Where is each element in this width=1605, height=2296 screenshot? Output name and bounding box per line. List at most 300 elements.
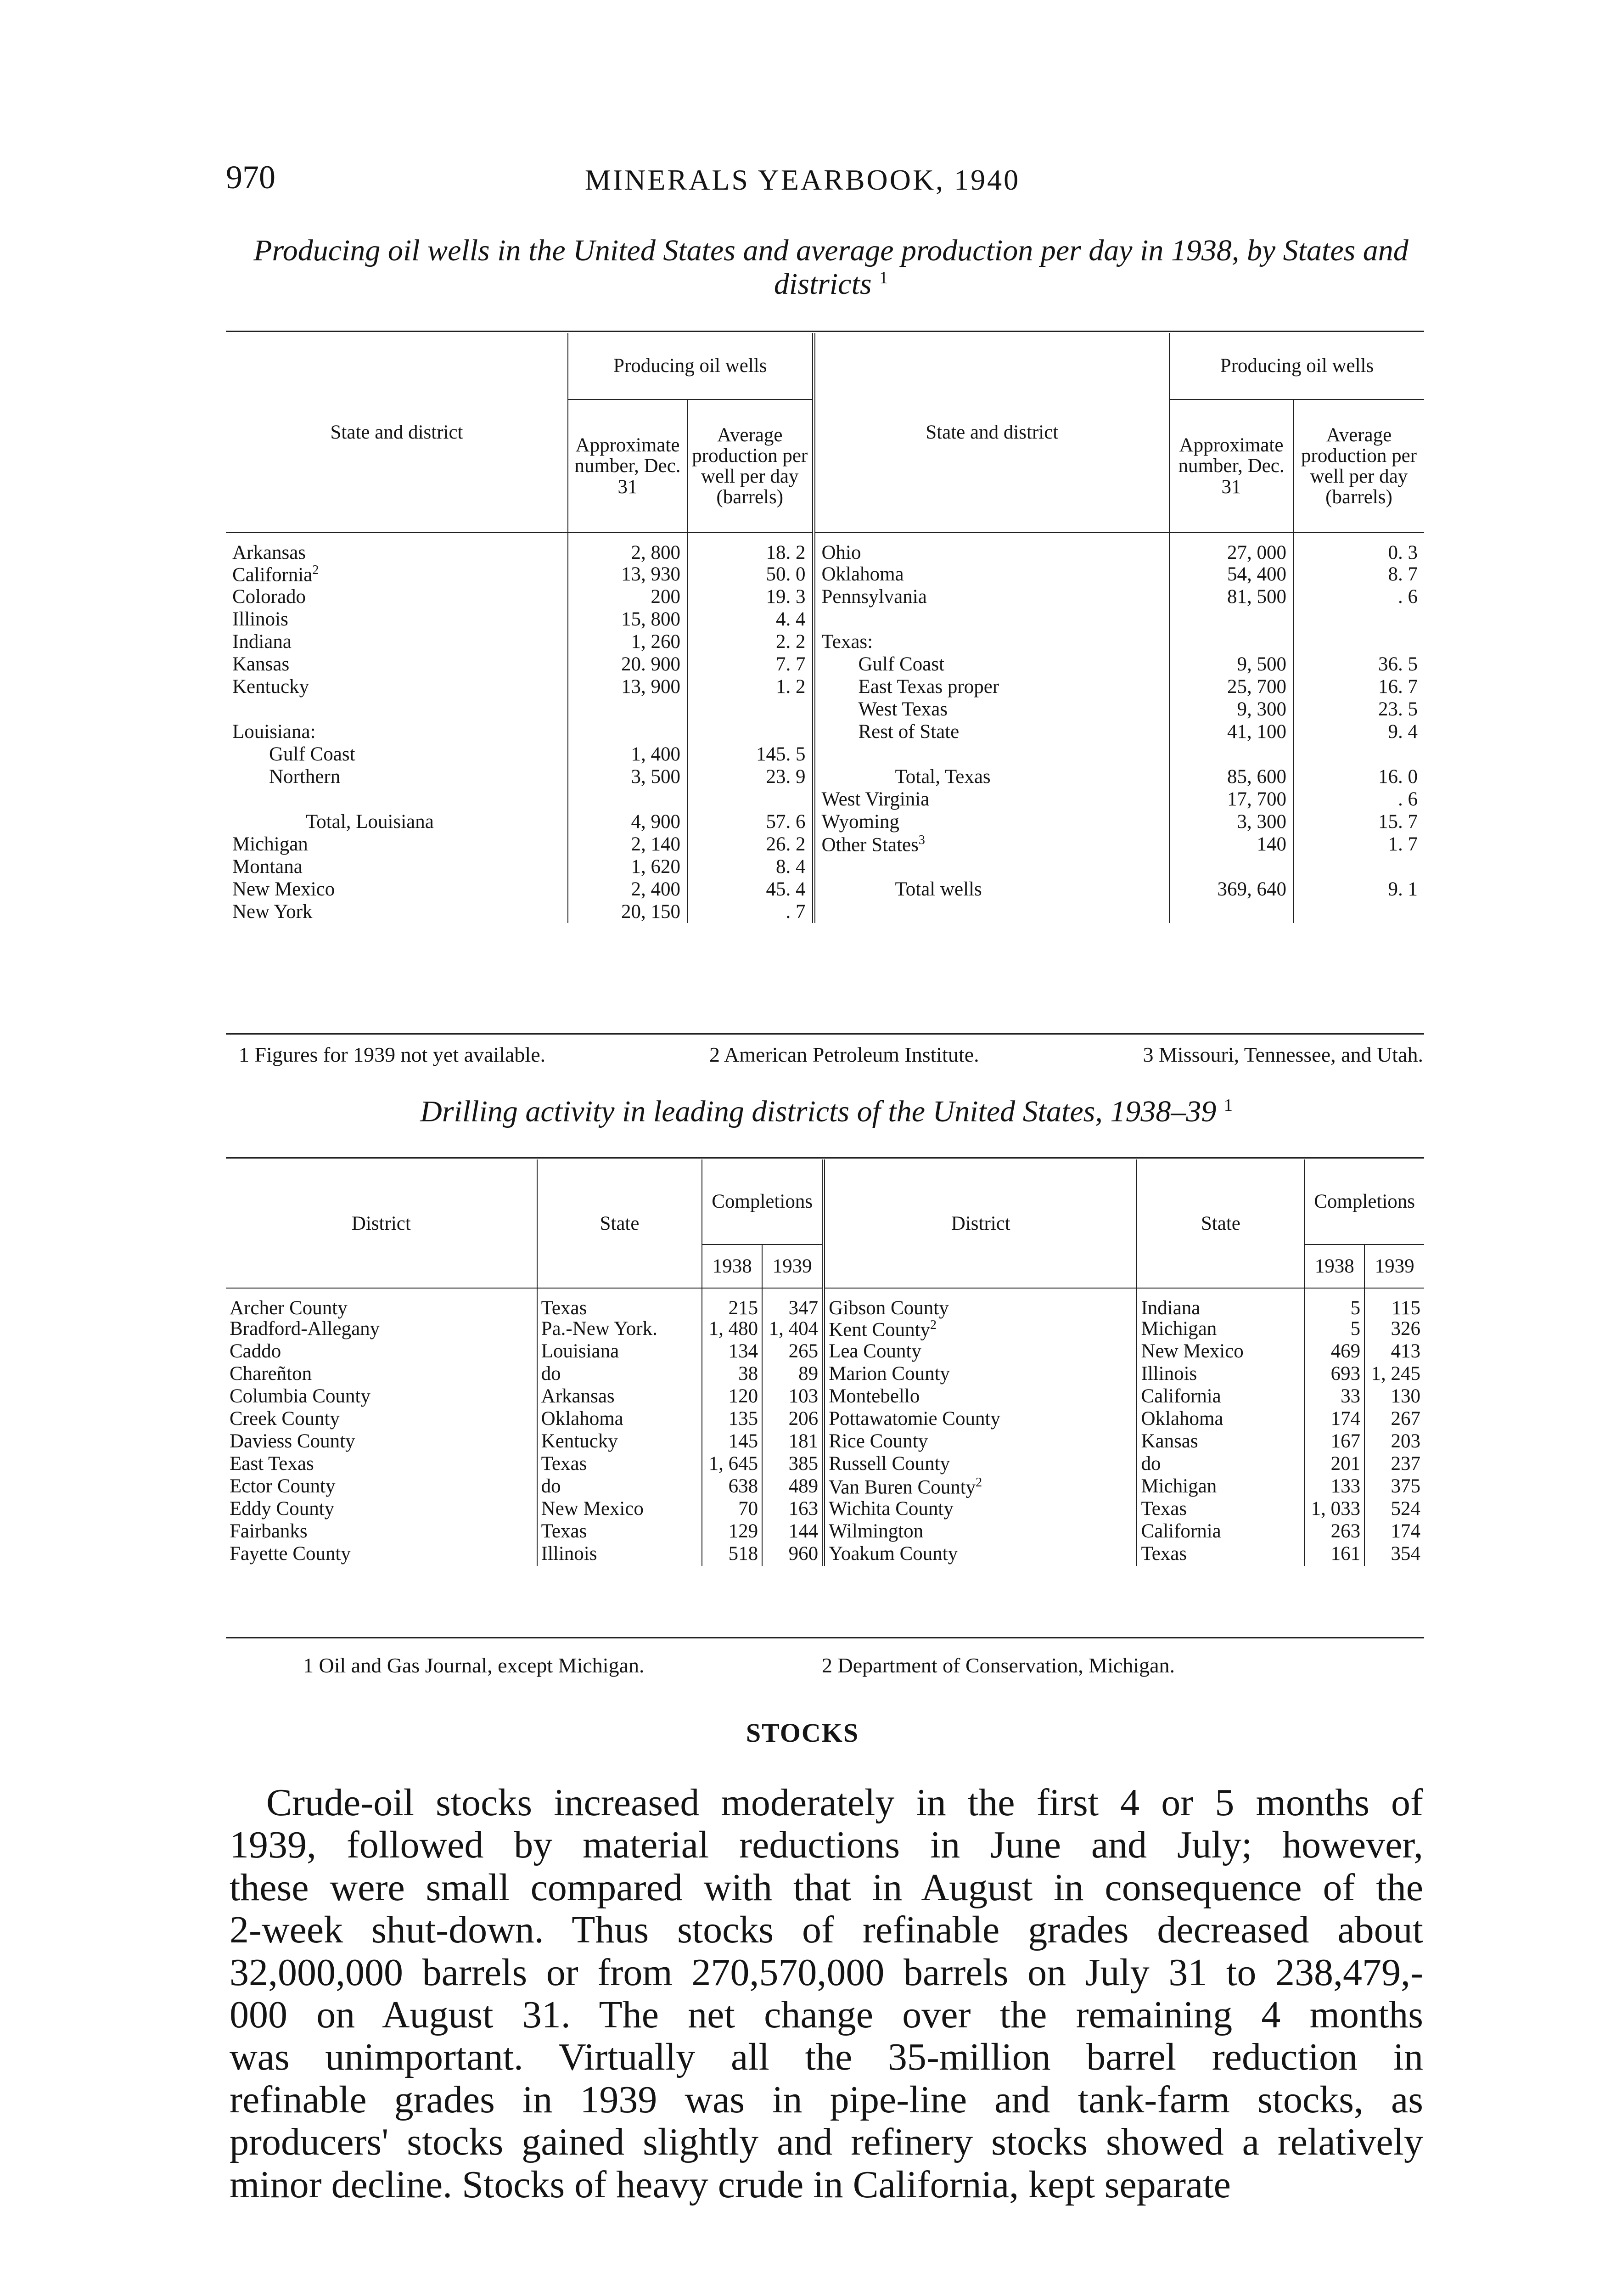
row-label: Kansas xyxy=(232,653,290,675)
district-cell xyxy=(226,1521,537,1543)
district-name: East Texas xyxy=(230,1453,314,1475)
state-district-cell xyxy=(814,878,1169,900)
state-district-cell xyxy=(226,563,568,585)
table-row xyxy=(226,585,1424,608)
state-district-cell xyxy=(226,698,568,720)
district-name: Marion County xyxy=(829,1363,950,1385)
state-district-cell xyxy=(814,698,1169,720)
avg-production-cell: 1. 2 xyxy=(687,675,814,698)
state-cell: Arkansas xyxy=(537,1386,702,1408)
district-cell xyxy=(824,1431,1137,1453)
well-count-cell: 1, 620 xyxy=(568,855,687,878)
t2-col-state-left: State xyxy=(537,1159,702,1288)
state-district-cell xyxy=(814,788,1169,810)
state-district-cell xyxy=(814,563,1169,585)
stocks-line: minor decline. Stocks of heavy crude in California, kept separate xyxy=(230,2163,1231,2206)
row-label: West Virginia xyxy=(821,788,930,810)
t1-col-state-right: State and district xyxy=(814,333,1169,533)
t2-col-completions-left: Completions xyxy=(702,1159,823,1244)
avg-production-cell xyxy=(1293,630,1424,653)
well-count-cell: 27, 000 xyxy=(1169,533,1293,563)
avg-production-cell: 8. 7 xyxy=(1388,563,1418,585)
district-name: Pottawatomie County xyxy=(829,1408,1000,1430)
well-count-cell: 3, 500 xyxy=(568,765,687,788)
completions-1939-cell: 354 xyxy=(1391,1543,1420,1565)
table-row xyxy=(226,1288,1424,1318)
row-footnote-mark: 2 xyxy=(976,1475,982,1490)
state-cell: Louisiana xyxy=(537,1341,702,1363)
district-cell xyxy=(226,1288,537,1318)
state-district-cell xyxy=(814,675,1169,698)
avg-production-cell: 15. 7 xyxy=(1378,811,1418,833)
avg-production-cell xyxy=(687,698,814,720)
well-count-cell: 85, 600 xyxy=(1169,765,1293,788)
well-count-cell: 17, 700 xyxy=(1169,788,1293,810)
stocks-paragraph xyxy=(230,1782,1423,2206)
completions-1938-cell: 174 xyxy=(1304,1408,1364,1431)
completions-1938-cell: 70 xyxy=(702,1498,762,1521)
district-cell xyxy=(824,1341,1137,1363)
table1-title-footnote: 1 xyxy=(879,268,888,287)
well-count-cell: 25, 700 xyxy=(1169,675,1293,698)
row-label: West Texas xyxy=(858,698,948,720)
completions-1938-cell: 1, 645 xyxy=(702,1453,762,1476)
completions-1939-cell: 1, 245 xyxy=(1371,1363,1420,1385)
table-row xyxy=(226,900,1424,923)
avg-production-cell: 1. 7 xyxy=(1388,833,1418,855)
t2-body xyxy=(226,1288,1424,1566)
avg-production-cell: . 6 xyxy=(1398,788,1418,810)
t2-col-1939-right: 1939 xyxy=(1364,1244,1424,1288)
row-label: Kentucky xyxy=(232,676,309,698)
state-cell: Michigan xyxy=(1137,1476,1304,1498)
state-cell: Texas xyxy=(537,1521,702,1543)
table-row xyxy=(226,810,1424,833)
district-cell xyxy=(226,1386,537,1408)
table-row xyxy=(226,788,1424,810)
empty-cell xyxy=(1169,900,1293,923)
row-label: Northern xyxy=(269,766,341,788)
state-district-cell xyxy=(814,720,1169,743)
completions-1939-cell: 144 xyxy=(762,1521,823,1543)
completions-1938-cell: 1, 480 xyxy=(702,1318,762,1341)
completions-1939-cell: 267 xyxy=(1391,1408,1420,1430)
avg-production-cell xyxy=(1293,608,1424,630)
state-district-cell xyxy=(226,585,568,608)
stocks-line: these were small compared with that in August in consequence of the xyxy=(230,1866,1423,1909)
table2-drilling-activity xyxy=(226,1159,1424,1566)
state-district-cell xyxy=(226,630,568,653)
completions-1939-cell: 115 xyxy=(1392,1297,1420,1319)
state-district-cell xyxy=(226,855,568,878)
t2-col-1938-right: 1938 xyxy=(1304,1244,1364,1288)
row-label: East Texas proper xyxy=(858,676,999,698)
district-name: Yoakum County xyxy=(829,1543,958,1565)
completions-1938-cell: 145 xyxy=(702,1431,762,1453)
table-row xyxy=(226,833,1424,855)
table1-title-text: Producing oil wells in the United States and average production per day in 1938, by States and districts xyxy=(253,234,1409,301)
completions-1938-cell: 469 xyxy=(1304,1341,1364,1363)
completions-1939-cell: 174 xyxy=(1391,1520,1420,1542)
well-count-cell xyxy=(568,720,687,743)
stocks-line: 000 on August 31. The net change over the remaining 4 months xyxy=(230,1993,1423,2036)
district-name: Eddy County xyxy=(230,1498,335,1520)
district-cell xyxy=(824,1386,1137,1408)
row-label: New York xyxy=(232,901,313,923)
completions-1938-cell: 129 xyxy=(702,1521,762,1543)
state-district-cell xyxy=(226,533,568,563)
row-label: Gulf Coast xyxy=(858,653,945,675)
state-cell: Kentucky xyxy=(537,1431,702,1453)
state-district-cell xyxy=(226,788,568,810)
district-cell xyxy=(226,1318,537,1341)
state-cell: Texas xyxy=(1137,1498,1304,1521)
t2-footnote-1: 1 Oil and Gas Journal, except Michigan. xyxy=(303,1654,645,1677)
well-count-cell: 41, 100 xyxy=(1169,720,1293,743)
completions-1938-cell: 161 xyxy=(1304,1543,1364,1566)
row-label: Oklahoma xyxy=(821,563,904,585)
completions-1939-cell: 203 xyxy=(1391,1430,1420,1452)
state-cell: New Mexico xyxy=(1137,1341,1304,1363)
avg-production-cell: 45. 4 xyxy=(687,878,814,900)
completions-1939-cell: 385 xyxy=(762,1453,823,1476)
well-count-cell: 2, 400 xyxy=(568,878,687,900)
completions-1938-cell: 167 xyxy=(1304,1431,1364,1453)
state-cell: New Mexico xyxy=(537,1498,702,1521)
avg-production-cell xyxy=(687,788,814,810)
completions-1939-cell: 265 xyxy=(762,1341,823,1363)
t1-group-header-left: Producing oil wells xyxy=(568,333,814,400)
table2-title-footnote: 1 xyxy=(1223,1096,1233,1115)
district-name: Archer County xyxy=(230,1297,348,1319)
district-name: Montebello xyxy=(829,1385,920,1407)
table2-title-text: Drilling activity in leading districts of the United States, 1938–39 xyxy=(420,1095,1217,1128)
t1-col-number-right: Approximate number, Dec. 31 xyxy=(1169,400,1293,533)
well-count-cell: 20. 900 xyxy=(568,653,687,675)
row-label: Other States xyxy=(821,834,919,856)
state-cell: California xyxy=(1137,1386,1304,1408)
state-district-cell xyxy=(226,720,568,743)
state-district-cell xyxy=(814,833,1169,855)
t1-col-state-left: State and district xyxy=(226,333,568,533)
state-district-cell xyxy=(814,653,1169,675)
avg-production-cell: 7. 7 xyxy=(687,653,814,675)
stocks-line: 1939, followed by material reductions in June and July; however, xyxy=(230,1823,1423,1867)
avg-production-cell: 9. 4 xyxy=(1388,721,1418,743)
page-number: 970 xyxy=(226,159,275,196)
t2-col-state-right: State xyxy=(1137,1159,1304,1288)
avg-production-cell: . 6 xyxy=(1398,586,1418,608)
t2-col-1939-left: 1939 xyxy=(762,1244,823,1288)
t1-body xyxy=(226,533,1424,923)
t1-group-header-right: Producing oil wells xyxy=(1169,333,1424,400)
table-row xyxy=(226,1521,1424,1543)
state-district-cell xyxy=(226,765,568,788)
completions-1939-cell: 163 xyxy=(762,1498,823,1521)
avg-production-cell: 19. 3 xyxy=(687,585,814,608)
district-name: Columbia County xyxy=(230,1385,370,1407)
stocks-line: refinable grades in 1939 was in pipe-line and tank-farm stocks, as xyxy=(230,2078,1423,2121)
completions-1939-cell: 524 xyxy=(1391,1498,1420,1520)
district-cell xyxy=(824,1363,1137,1386)
well-count-cell: 9, 300 xyxy=(1169,698,1293,720)
district-name: Russell County xyxy=(829,1453,950,1475)
district-cell xyxy=(824,1318,1137,1341)
completions-1939-cell: 1, 404 xyxy=(762,1318,823,1341)
avg-production-cell: 23. 5 xyxy=(1378,698,1418,720)
table-row xyxy=(226,1363,1424,1386)
table-row xyxy=(226,608,1424,630)
district-cell xyxy=(824,1288,1137,1318)
completions-1939-cell: 347 xyxy=(762,1288,823,1318)
state-cell: do xyxy=(1137,1453,1304,1476)
empty-cell xyxy=(1293,900,1424,923)
row-label: Michigan xyxy=(232,833,308,855)
completions-1939-cell: 237 xyxy=(1391,1453,1420,1475)
row-label: Arkansas xyxy=(232,542,306,563)
state-district-cell xyxy=(226,608,568,630)
district-cell xyxy=(824,1408,1137,1431)
avg-production-cell: 9. 1 xyxy=(1388,878,1418,900)
state-cell: Indiana xyxy=(1137,1288,1304,1318)
completions-1939-cell: 326 xyxy=(1391,1318,1420,1340)
district-cell xyxy=(226,1498,537,1521)
state-district-cell xyxy=(226,900,568,923)
table2-title xyxy=(230,1095,1423,1129)
state-cell: Kansas xyxy=(1137,1431,1304,1453)
well-count-cell: 140 xyxy=(1169,833,1293,855)
well-count-cell xyxy=(568,698,687,720)
table-row xyxy=(226,563,1424,585)
completions-1938-cell: 133 xyxy=(1304,1476,1364,1498)
row-label: Wyoming xyxy=(821,811,899,833)
running-title: MINERALS YEARBOOK, 1940 xyxy=(584,163,1021,196)
avg-production-cell: 23. 9 xyxy=(687,765,814,788)
well-count-cell: 3, 300 xyxy=(1169,810,1293,833)
avg-production-cell: 0. 3 xyxy=(1388,542,1418,563)
state-district-cell xyxy=(226,653,568,675)
state-cell: Pa.-New York. xyxy=(537,1318,702,1341)
state-district-cell xyxy=(814,743,1169,765)
completions-1938-cell: 5 xyxy=(1304,1318,1364,1341)
avg-production-cell: 57. 6 xyxy=(687,810,814,833)
row-footnote-mark: 2 xyxy=(930,1318,937,1333)
district-name: Ector County xyxy=(230,1475,336,1497)
completions-1939-cell: 413 xyxy=(1391,1340,1420,1362)
district-name: Wichita County xyxy=(829,1498,954,1520)
stocks-line: producers' stocks gained slightly and refinery stocks showed a relatively xyxy=(230,2121,1423,2164)
table-row xyxy=(226,1453,1424,1476)
completions-1938-cell: 120 xyxy=(702,1386,762,1408)
well-count-cell: 54, 400 xyxy=(1169,563,1293,585)
well-count-cell: 13, 930 xyxy=(568,563,687,585)
row-label: Pennsylvania xyxy=(821,586,927,608)
t1-footnote-2: 2 American Petroleum Institute. xyxy=(709,1043,979,1066)
state-district-cell xyxy=(814,630,1169,653)
avg-production-cell: 4. 4 xyxy=(687,608,814,630)
well-count-cell: 200 xyxy=(568,585,687,608)
well-count-cell: 81, 500 xyxy=(1169,585,1293,608)
table-row xyxy=(226,720,1424,743)
state-district-cell xyxy=(814,855,1169,878)
completions-1938-cell: 1, 033 xyxy=(1304,1498,1364,1521)
district-name: Fairbanks xyxy=(230,1520,308,1542)
completions-1938-cell: 215 xyxy=(702,1288,762,1318)
completions-1939-cell: 489 xyxy=(762,1476,823,1498)
stocks-line: 32,000,000 barrels or from 270,570,000 barrels on July 31 to 238,479,- xyxy=(230,1951,1423,1994)
stocks-heading: STOCKS xyxy=(746,1718,859,1748)
completions-1939-cell: 375 xyxy=(1391,1475,1420,1497)
district-name: Van Buren County xyxy=(829,1476,976,1498)
t1-col-avg-left: Average production per well per day (barrels) xyxy=(687,400,814,533)
state-district-cell xyxy=(814,608,1169,630)
row-label: Montana xyxy=(232,856,303,878)
completions-1939-cell: 103 xyxy=(762,1386,823,1408)
table-row xyxy=(226,1386,1424,1408)
state-district-cell xyxy=(226,810,568,833)
completions-1938-cell: 38 xyxy=(702,1363,762,1386)
completions-1939-cell: 130 xyxy=(1391,1385,1420,1407)
table-row xyxy=(226,1543,1424,1566)
t1-footnote-1: 1 Figures for 1939 not yet available. xyxy=(239,1043,546,1066)
district-name: Chareñton xyxy=(230,1363,312,1385)
state-cell: Texas xyxy=(537,1288,702,1318)
completions-1939-cell: 960 xyxy=(762,1543,823,1566)
table1-title xyxy=(230,234,1432,301)
state-district-cell xyxy=(814,533,1169,563)
district-name: Caddo xyxy=(230,1340,281,1362)
well-count-cell: 1, 400 xyxy=(568,743,687,765)
row-label: Total wells xyxy=(895,878,982,900)
row-label: California xyxy=(232,564,313,586)
district-cell xyxy=(226,1341,537,1363)
row-label: Rest of State xyxy=(858,721,960,743)
table-row xyxy=(226,1341,1424,1363)
table-row xyxy=(226,878,1424,900)
well-count-cell xyxy=(1169,608,1293,630)
state-district-cell xyxy=(814,585,1169,608)
completions-1939-cell: 89 xyxy=(762,1363,823,1386)
empty-cell xyxy=(814,900,1169,923)
row-label: Louisiana: xyxy=(232,721,316,743)
completions-1938-cell: 518 xyxy=(702,1543,762,1566)
well-count-cell: 9, 500 xyxy=(1169,653,1293,675)
completions-1938-cell: 5 xyxy=(1304,1288,1364,1318)
table-row xyxy=(226,1408,1424,1431)
completions-1938-cell: 135 xyxy=(702,1408,762,1431)
t1-footnote-3: 3 Missouri, Tennessee, and Utah. xyxy=(1143,1043,1423,1066)
district-cell xyxy=(226,1476,537,1498)
well-count-cell: 15, 800 xyxy=(568,608,687,630)
completions-1938-cell: 638 xyxy=(702,1476,762,1498)
table-row xyxy=(226,630,1424,653)
avg-production-cell: . 7 xyxy=(687,900,814,923)
row-label: Ohio xyxy=(821,542,861,563)
district-cell xyxy=(226,1453,537,1476)
row-label: Illinois xyxy=(232,608,288,630)
state-cell: Illinois xyxy=(1137,1363,1304,1386)
well-count-cell: 20, 150 xyxy=(568,900,687,923)
well-count-cell: 2, 800 xyxy=(568,533,687,563)
row-footnote-mark: 2 xyxy=(312,563,319,577)
table-row xyxy=(226,1476,1424,1498)
completions-1939-cell: 206 xyxy=(762,1408,823,1431)
district-name: Kent County xyxy=(829,1319,931,1341)
stocks-line: 2-week shut-down. Thus stocks of refinable grades decreased about xyxy=(230,1908,1423,1952)
district-cell xyxy=(824,1453,1137,1476)
well-count-cell: 1, 260 xyxy=(568,630,687,653)
avg-production-cell: 16. 7 xyxy=(1378,676,1418,698)
table1-bottom-rule xyxy=(226,1033,1424,1035)
t2-footnote-2: 2 Department of Conservation, Michigan. xyxy=(822,1654,1175,1677)
district-name: Wilmington xyxy=(829,1520,924,1542)
well-count-cell: 369, 640 xyxy=(1169,878,1293,900)
row-label: Colorado xyxy=(232,586,306,608)
district-name: Gibson County xyxy=(829,1297,949,1319)
table-row xyxy=(226,1431,1424,1453)
state-cell: Texas xyxy=(537,1453,702,1476)
district-cell xyxy=(226,1431,537,1453)
avg-production-cell: 2. 2 xyxy=(687,630,814,653)
district-name: Creek County xyxy=(230,1408,340,1430)
table1-producing-wells xyxy=(226,333,1424,923)
district-cell xyxy=(824,1476,1137,1498)
state-cell: Texas xyxy=(1137,1543,1304,1566)
stocks-line: Crude-oil stocks increased moderately in the first 4 or 5 months of xyxy=(266,1781,1423,1824)
avg-production-cell: 16. 0 xyxy=(1378,766,1418,788)
completions-1938-cell: 201 xyxy=(1304,1453,1364,1476)
completions-1938-cell: 263 xyxy=(1304,1521,1364,1543)
state-district-cell xyxy=(814,765,1169,788)
district-cell xyxy=(226,1408,537,1431)
t2-col-1938-left: 1938 xyxy=(702,1244,762,1288)
well-count-cell: 4, 900 xyxy=(568,810,687,833)
table2-bottom-rule xyxy=(226,1637,1424,1638)
state-cell: Oklahoma xyxy=(537,1408,702,1431)
avg-production-cell: 18. 2 xyxy=(687,533,814,563)
row-label: Texas: xyxy=(821,631,873,653)
well-count-cell xyxy=(1169,855,1293,878)
well-count-cell xyxy=(1169,743,1293,765)
avg-production-cell: 26. 2 xyxy=(687,833,814,855)
district-name: Daviess County xyxy=(230,1430,355,1452)
t1-col-number-left: Approximate number, Dec. 31 xyxy=(568,400,687,533)
well-count-cell: 2, 140 xyxy=(568,833,687,855)
state-cell: do xyxy=(537,1476,702,1498)
row-label: New Mexico xyxy=(232,878,335,900)
district-name: Lea County xyxy=(829,1340,921,1362)
state-district-cell xyxy=(226,878,568,900)
table-row xyxy=(226,1318,1424,1341)
avg-production-cell xyxy=(1293,743,1424,765)
avg-production-cell xyxy=(1293,855,1424,878)
well-count-cell: 13, 900 xyxy=(568,675,687,698)
table-row xyxy=(226,653,1424,675)
avg-production-cell xyxy=(687,720,814,743)
state-cell: California xyxy=(1137,1521,1304,1543)
district-cell xyxy=(226,1363,537,1386)
t1-col-avg-right: Average production per well per day (barrels) xyxy=(1293,400,1424,533)
t2-col-district-left: District xyxy=(226,1159,537,1288)
table-row xyxy=(226,675,1424,698)
table1-top-rule xyxy=(226,331,1424,332)
district-name: Fayette County xyxy=(230,1543,351,1565)
district-cell xyxy=(824,1498,1137,1521)
table-row xyxy=(226,743,1424,765)
t2-col-completions-right: Completions xyxy=(1304,1159,1424,1244)
completions-1939-cell: 181 xyxy=(762,1431,823,1453)
row-footnote-mark: 3 xyxy=(918,833,925,847)
